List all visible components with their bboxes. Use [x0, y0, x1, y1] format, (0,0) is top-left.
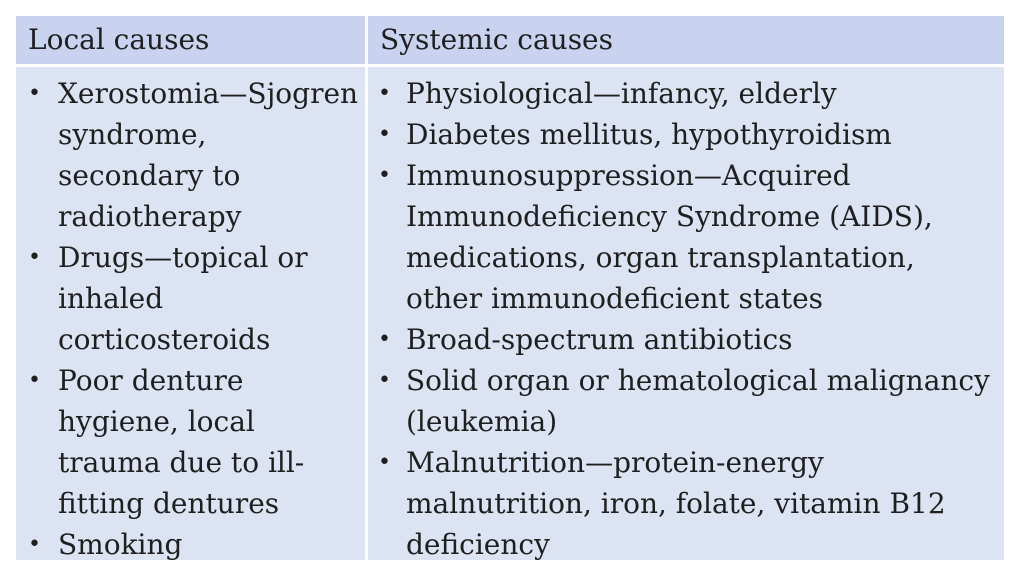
bullet-icon: • [28, 368, 41, 393]
header-local-causes: Local causes [16, 16, 368, 64]
bullet-icon: • [28, 245, 41, 270]
local-cause-text: Poor denture hygiene, local trauma due to ill-fitting dentures [58, 364, 305, 520]
systemic-cause-text: Broad-spectrum antibiotics [406, 323, 793, 356]
systemic-cause-text: Solid organ or hematological malignancy (leukemia) [406, 364, 990, 438]
list-item [16, 524, 365, 565]
list-item [368, 360, 1004, 442]
causes-table [16, 16, 1004, 560]
systemic-cause-text: Immunosuppression—Acquired Immunodeficiency Syndrome (AIDS), medications, organ transplantation, other immunodeficient states [406, 159, 933, 315]
bullet-icon: • [378, 368, 391, 393]
systemic-causes-list [368, 73, 1004, 565]
systemic-cause-text: Diabetes mellitus, hypothyroidism [406, 118, 892, 151]
list-item [16, 237, 365, 360]
list-item [16, 73, 365, 237]
local-cause-text: Smoking [58, 528, 183, 561]
local-cause-text: Drugs—topical or inhaled corticosteroids [58, 241, 308, 356]
list-item [368, 319, 1004, 360]
local-causes-cell [16, 67, 368, 560]
bullet-icon: • [378, 450, 391, 475]
bullet-icon: • [378, 163, 391, 188]
list-item [368, 114, 1004, 155]
bullet-icon: • [378, 122, 391, 147]
local-causes-list [16, 73, 365, 565]
list-item [16, 360, 365, 524]
table-body-row [16, 67, 1004, 560]
systemic-cause-text: Malnutrition—protein-energy malnutrition, iron, folate, vitamin B12 deficiency [406, 446, 946, 561]
bullet-icon: • [28, 532, 41, 557]
table-header-row [16, 16, 1004, 64]
bullet-icon: • [28, 81, 41, 106]
header-systemic-causes: Systemic causes [380, 23, 613, 56]
list-item [368, 155, 1004, 319]
local-cause-text: Xerostomia—Sjogren syndrome, secondary to radiotherapy [58, 77, 359, 233]
systemic-causes-cell [368, 67, 1004, 560]
systemic-cause-text: Physiological—infancy, elderly [406, 77, 837, 110]
list-item [368, 442, 1004, 565]
list-item [368, 73, 1004, 114]
bullet-icon: • [378, 327, 391, 352]
bullet-icon: • [378, 81, 391, 106]
